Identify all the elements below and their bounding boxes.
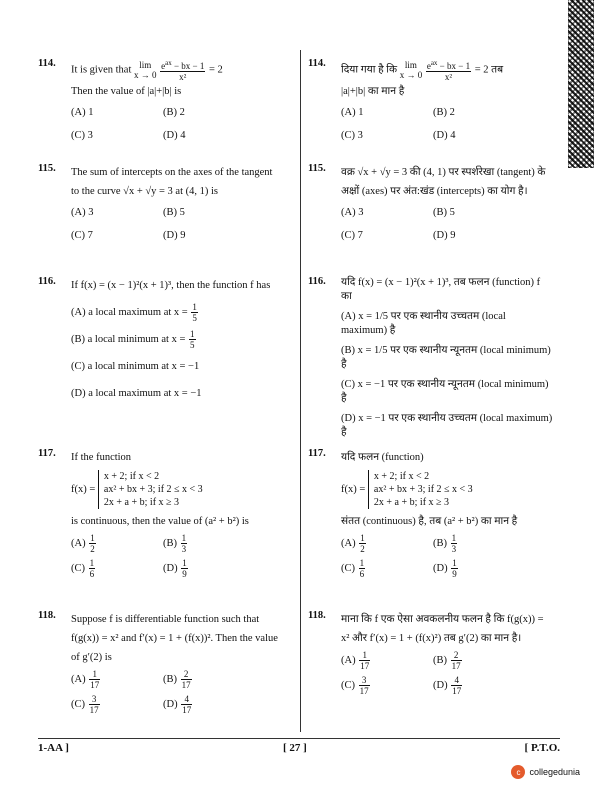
footer-code: 1-AA ]: [38, 742, 69, 754]
collegedunia-logo: c collegedunia: [511, 765, 580, 779]
options: (A) 1 (B) 2 (C) 3 (D) 4: [71, 107, 186, 141]
question-number: 114.: [38, 58, 56, 69]
page-number: [ 27 ]: [283, 742, 307, 754]
pto-label: [ P.T.O.: [524, 742, 560, 754]
footer-rule: [38, 738, 560, 739]
question-body: It is given that lim x → 0 $\frac{e^{ax} - bx - 1}{\text{x²}}$ = 2 Then the value of |a|+|b| is (A) 1 (B) 2 (C) 3 (D) 4: [71, 58, 283, 145]
logo-icon: c: [511, 765, 525, 779]
corner-pattern: [568, 0, 594, 168]
column-divider: [300, 50, 301, 732]
